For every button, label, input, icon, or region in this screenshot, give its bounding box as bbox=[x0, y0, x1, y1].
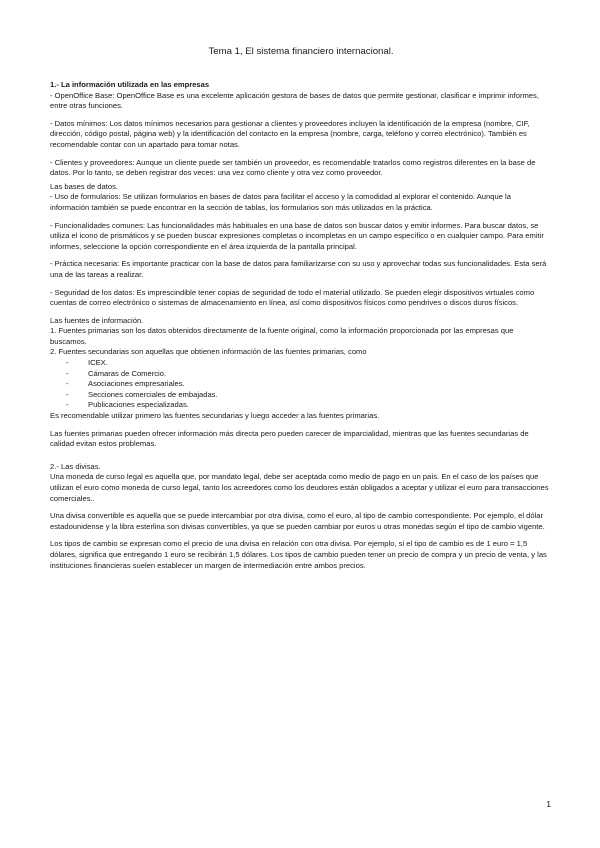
paragraph-datos-minimos: - Datos mínimos: Los datos mínimos necesarios para gestionar a clientes y proveedores incluyen la identificación de la empresa (nombre, CIF, dirección, código postal, página web) y la identificación del contacto en la empresa (nombre, carga, teléfono y correo electrónico). También es recomendable contar con un apartado para tomar notas. bbox=[50, 118, 530, 149]
list-item: - ICEX. bbox=[50, 358, 552, 369]
paragraph-divisa-convertible: Una divisa convertible es aquella que se puede intercambiar por otra divisa, como el euro, al tipo de cambio correspondiente. Por ejemplo, el dólar estadounidense y la libra esterlina son divisas convertibles, ya que se pueden cambiar por euros u otras monedas según el tipo de cambio vigente. bbox=[50, 511, 545, 531]
paragraph-clientes-proveedores: - Clientes y proveedores: Aunque un cliente puede ser también un proveedor, es recomendable tratarlos como registros diferentes en la base de datos. Por lo tanto, se deben registrar dos veces: una vez como cliente y otra vez como proveedor. bbox=[50, 157, 536, 178]
document-page bbox=[50, 46, 552, 571]
section-bases-de-datos bbox=[50, 182, 552, 309]
page-number: 1 bbox=[546, 799, 551, 809]
document-title: Tema 1, El sistema financiero internacional. bbox=[208, 46, 394, 57]
paragraph-tipos-cambio: Los tipos de cambio se expresan como el precio de una divisa en relación con otra divisa. Por ejemplo, si el tipo de cambio es de 1 euro = 1,5 dólares, significa que entregando 1 euro se recibirán 1,5 dólares. Los tipos de cambio pueden tener un precio de compra y un precio de venta, y las instituciones financieras suelen establecer un margen de intermediación entre ambos precios. bbox=[50, 539, 547, 570]
section-2-heading: 2.- Las divisas. bbox=[50, 461, 101, 471]
paragraph-seguridad: - Seguridad de los datos: Es imprescindible tener copias de seguridad de todo el material utilizado. Se pueden elegir dispositivos virtuales como cuentas de correo electrónico o sistemas de almacenamiento en línea, así como dispositivos físicos como pendrives o discos duros físicos. bbox=[50, 287, 535, 308]
bases-heading: Las bases de datos. bbox=[50, 181, 118, 191]
fuentes-item-1: 1. Fuentes primarias son los datos obtenidos directamente de la fuente original, como la información proporcionada por las empresas que buscamos. bbox=[50, 326, 514, 346]
section-informacion bbox=[50, 80, 552, 179]
section-fuentes bbox=[50, 316, 552, 450]
paragraph-moneda-curso-legal: Una moneda de curso legal es aquella que, por mandato legal, debe ser aceptada como medio de pago en un país. En el caso de los países que utilizan el euro como moneda de curso legal, tanto los acreedores como los deudores están obligados a aceptar y utilizar el euro para transacciones comerciales.. bbox=[50, 472, 549, 503]
section-divisas bbox=[50, 462, 552, 571]
paragraph-practica: - Práctica necesaria: Es importante practicar con la base de datos para familiarizarse con su uso y aprovechar todas sus funcionalidades. Esta será una de las tareas a realizar. bbox=[50, 259, 547, 279]
list-item: - Publicaciones especializadas. bbox=[50, 400, 552, 411]
fuentes-heading: Las fuentes de información. bbox=[50, 315, 144, 325]
list-item: - Cámaras de Comercio. bbox=[50, 369, 552, 380]
paragraph-funcionalidades: - Funcionalidades comunes: Las funcionalidades más habituales en una base de datos son buscar datos y emitir informes. Para buscar datos, se utiliza el icono de prismáticos y se pueden buscar expresiones completas o incompletas en un campo específico o en cualquier campo. Para emitir informes, seleccione la opción correspondiente en el área izquierda de la pantalla principal. bbox=[50, 220, 544, 251]
paragraph-openoffice-base: - OpenOffice Base: OpenOffice Base es una excelente aplicación gestora de bases de datos que permite gestionar, clasificar e imprimir informes, entre otras funciones. bbox=[50, 90, 539, 111]
list-item: - Secciones comerciales de embajadas. bbox=[50, 390, 552, 401]
fuentes-item-2: 2. Fuentes secundarias son aquellas que obtienen información de las fuentes primarias, como bbox=[50, 347, 367, 357]
section-1-heading: 1.- La información utilizada en las empresas bbox=[50, 80, 210, 89]
paragraph-fuentes-cierre: Las fuentes primarias pueden ofrecer información más directa pero pueden carecer de imparcialidad, mientras que las fuentes secundarias de calidad evitan estos problemas. bbox=[50, 428, 529, 449]
fuentes-secundarias-list bbox=[50, 358, 552, 411]
paragraph-recomendacion: Es recomendable utilizar primero las fuentes secundarias y luego acceder a las fuentes primarias. bbox=[50, 411, 380, 421]
list-item: - Asociaciones empresariales. bbox=[50, 379, 552, 390]
paragraph-uso-formularios: - Uso de formularios: Se utilizan formularios en bases de datos para facilitar el acceso y la comodidad al explorar el contenido. Aunque la información también se puede encontrar en la sección de tablas, los formularios son más utilizados en la práctica. bbox=[50, 192, 511, 212]
